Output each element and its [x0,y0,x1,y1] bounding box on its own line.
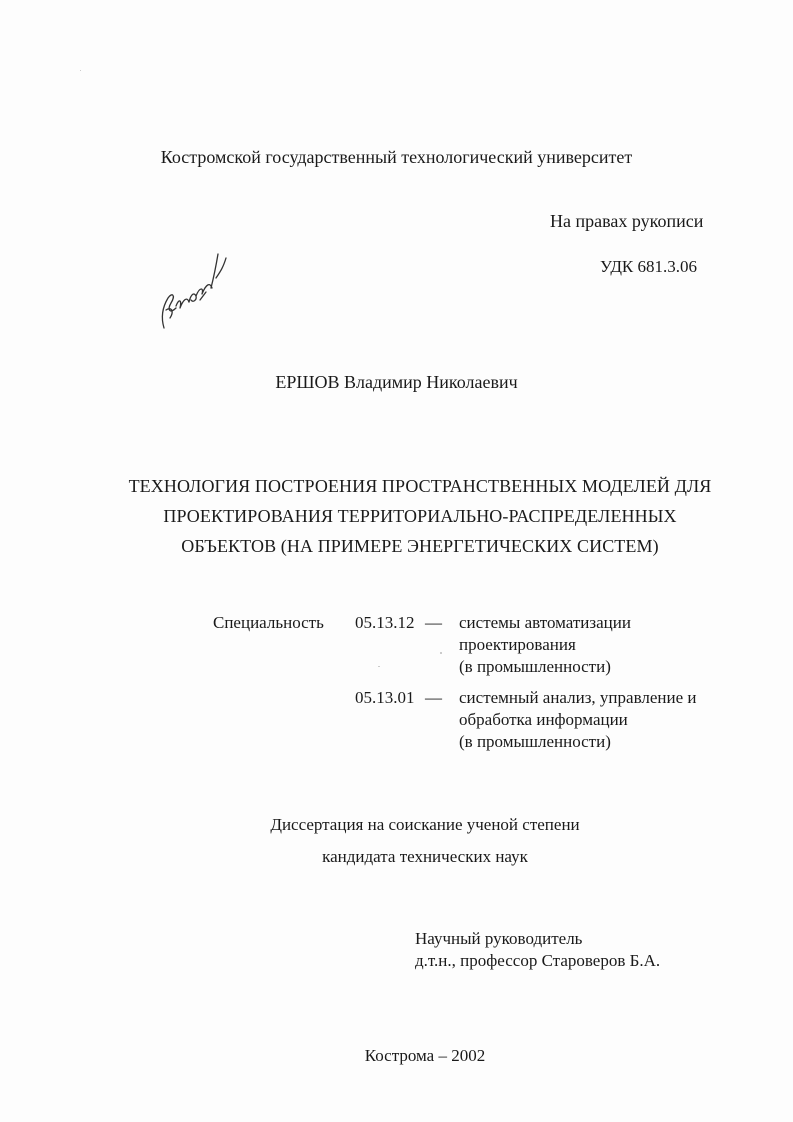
specialty-description-line: обработка информации [459,710,628,729]
supervisor-label: Научный руководитель [415,929,583,948]
manuscript-note: На правах рукописи [550,211,704,231]
specialty-description-line: системы автоматизации [459,613,631,632]
specialty-code: 05.13.12 [355,613,415,632]
udk-code: УДК 681.3.06 [600,257,698,276]
specialty-description-line: системный анализ, управление и [459,688,697,707]
scan-speck [440,652,442,654]
city-year: Кострома – 2002 [364,1046,486,1065]
specialty-dash: — [425,688,442,707]
specialty-dash: — [425,613,442,632]
specialty-label: Специальность [213,613,324,632]
thesis-title [100,471,740,561]
specialty-description-line: проектирования [459,635,576,654]
degree-statement: кандидата технических наук [322,847,528,866]
supervisor-name: д.т.н., профессор Староверов Б.А. [415,951,661,970]
thesis-title-line: ТЕХНОЛОГИЯ ПОСТРОЕНИЯ ПРОСТРАНСТВЕННЫХ МОДЕЛЕЙ ДЛЯ [128,476,712,496]
specialty-code: 05.13.01 [355,688,415,707]
specialty-description-line: (в промышленности) [459,657,611,676]
specialty-description-line: (в промышленности) [459,732,611,751]
dissertation-statement: Диссертация на соискание ученой степени [270,815,580,834]
scan-speck [80,70,81,71]
thesis-title-line: ОБЪЕКТОВ (НА ПРИМЕРЕ ЭНЕРГЕТИЧЕСКИХ СИСТЕМ) [181,536,659,556]
thesis-title-line: ПРОЕКТИРОВАНИЯ ТЕРРИТОРИАЛЬНО-РАСПРЕДЕЛЕННЫХ [163,506,677,526]
scan-speck [378,666,380,667]
handwritten-signature [156,248,236,332]
author-name: ЕРШОВ Владимир Николаевич [275,372,518,392]
university-name: Костромской государственный технологический университет [160,147,633,167]
